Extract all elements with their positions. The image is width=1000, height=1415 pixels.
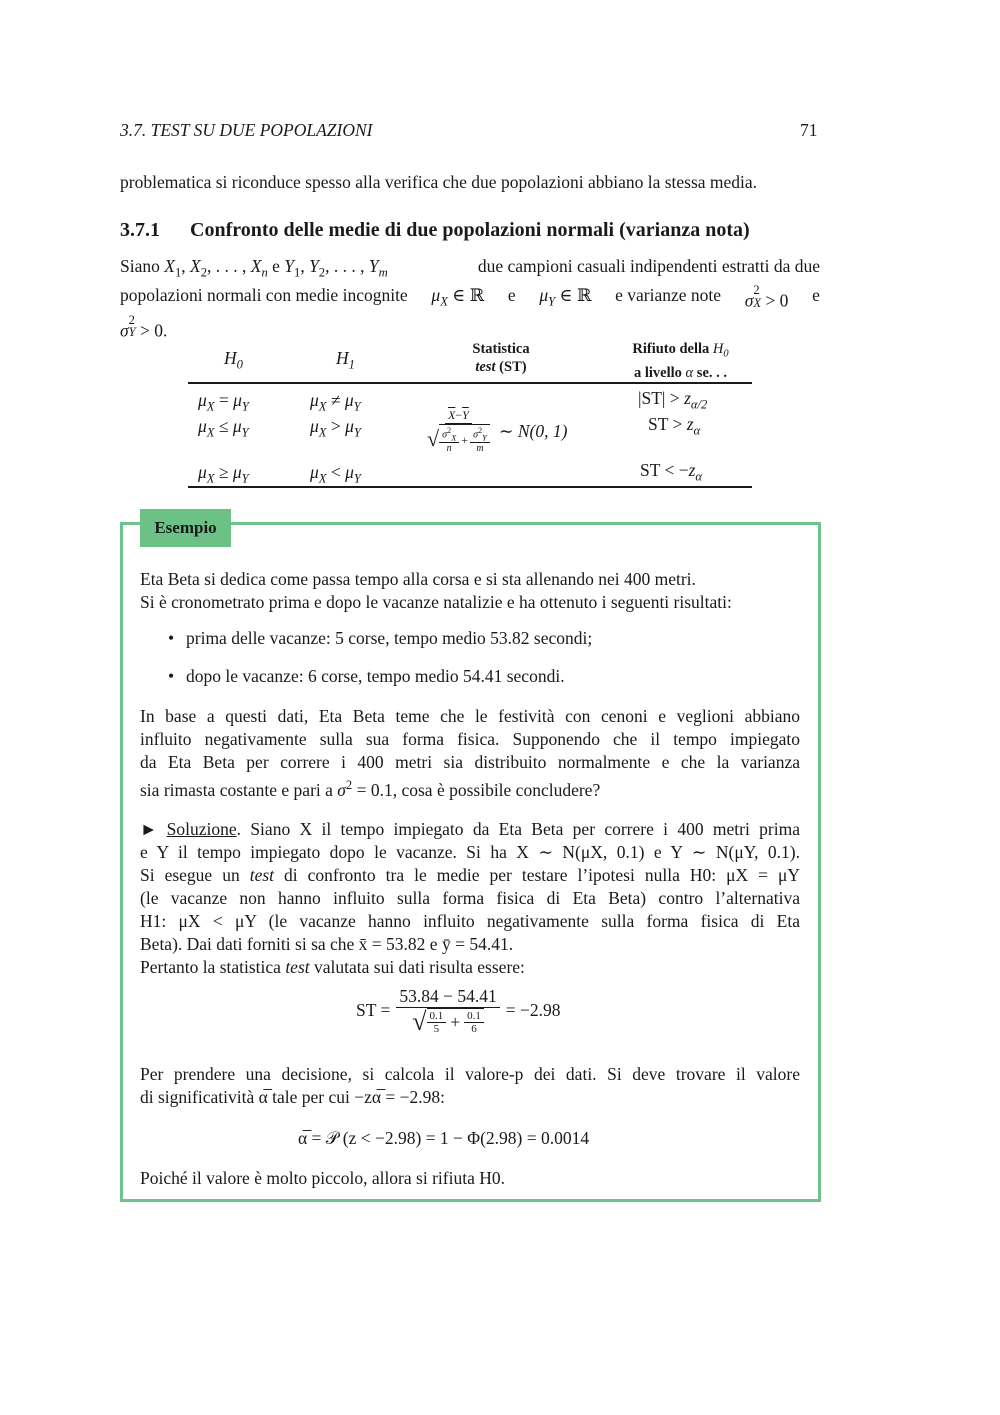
- table-header-h0: $H_0$: [224, 348, 243, 372]
- example-paragraph-2: In base a questi dati, Eta Beta teme che le festività con cenoni e veglioni abbiano influito negativamente sulla sua forma fisica. Supponendo che il tempo impiegato da Eta Beta per correre i 400 metri sia distribuito normalmente e che la varianza sia rimasta costante e pari a $\sigma^2 = 0.1$, cosa è possibile concludere?: [140, 706, 800, 800]
- table-header-h1: $H_1$: [336, 348, 355, 372]
- subsection-number: 3.7.1: [120, 219, 160, 241]
- table-header-statistic: Statistica test (ST): [472, 341, 530, 375]
- equation-st: ST = 53.84 − 54.41 √ $\frac{0.1}{5}$ + $\frac{0.1}{6}$ = −2.98: [356, 986, 561, 1036]
- decision-paragraph: Per prendere una decisione, si calcola il valore-p dei dati. Si deve trovare il valore di significatività α̅ tale per cui −zα̅ = −2.98:: [140, 1064, 800, 1107]
- example-tag: Esempio: [140, 509, 231, 547]
- setup-paragraph: Siano $X_1$, $X_2$, . . . , $X_n$ e $Y_1$, $Y_2$, . . . , $Y_m$ due campioni casuali indipendenti estratti da due popolazioni normali con medie incognite $\mu_X$ ∈ ℝ e $\mu_Y$ ∈ ℝ e varianze note σ 2 X > 0 e σ 2 Y > 0.: [120, 256, 820, 341]
- row1-h0: $\mu_X = \mu_Y$: [198, 390, 249, 414]
- solution-marker: ►: [140, 819, 158, 839]
- row3-h1: $\mu_X < \mu_Y$: [310, 462, 361, 486]
- table-bottom-rule: [188, 486, 752, 488]
- equation-pvalue: α̅ = 𝒫 (z < −2.98) = 1 − Φ(2.98) = 0.0014: [298, 1128, 590, 1148]
- page-number: 71: [800, 120, 818, 140]
- row2-rejection: ST > $z_\alpha$: [648, 414, 701, 438]
- conclusion-text: Poiché il valore è molto piccolo, allora si rifiuta H0.: [140, 1168, 505, 1188]
- row3-h0: $\mu_X \ge \mu_Y$: [198, 462, 249, 486]
- example-paragraph-1: Eta Beta si dedica come passa tempo alla corsa e si sta allenando nei 400 metri. Si è cronometrato prima e dopo le vacanze natalizie e ha ottenuto i seguenti risultati:: [140, 569, 732, 612]
- hypothesis-table: [188, 340, 752, 490]
- table-top-rule: [188, 382, 752, 384]
- bullet-item-before: prima delle vacanze: 5 corse, tempo medio 53.82 secondi;: [186, 628, 593, 648]
- running-header-section: 3.7. TEST SU DUE POPOLAZIONI: [120, 120, 373, 140]
- row1-h1: $\mu_X \ne \mu_Y$: [310, 390, 361, 414]
- table-header-rejection: Rifiuto della $H_0$ a livello α se. . .: [632, 341, 729, 381]
- solution-paragraph: ► Soluzione. Siano X il tempo impiegato da Eta Beta per correre i 400 metri prima e Y il tempo impiegato dopo le vacanze. Si ha X ∼ N(μX, 0.1) e Y ∼ N(μY, 0.1). Si esegue un test di confronto tra le medie per testare l’ipotesi nulla H0: μX = μY (le vacanze non hanno influito sulla forma fisica di Eta Beta) contro l’alternativa H1: μX < μY (le vacanze hanno influito negativamente sulla forma fisica di Eta Beta). Dai dati forniti si sa che x̄ = 53.82 e ȳ = 54.41. Pertanto la statistica test valutata sui dati risulta essere:: [140, 819, 800, 977]
- bullet-dot: •: [168, 628, 175, 648]
- row2-h1: $\mu_X > \mu_Y$: [310, 416, 361, 440]
- test-statistic-formula: $\overline{X}-\overline{Y}$ √ $\frac{\sigma^2_X}{n}$ + $\frac{\sigma^2_Y}{m}$ ∼ N(0, 1): [427, 408, 568, 455]
- row2-h0: $\mu_X \le \mu_Y$: [198, 416, 249, 440]
- row3-rejection: ST < $-z_\alpha$: [640, 460, 703, 484]
- bullet-item-after: dopo le vacanze: 6 corse, tempo medio 54.41 secondi.: [186, 666, 565, 686]
- row1-rejection: $|ST| > z_{\alpha/2}$: [638, 388, 708, 412]
- bullet-dot: •: [168, 666, 175, 686]
- intro-text: problematica si riconduce spesso alla verifica che due popolazioni abbiano la stessa media.: [120, 172, 758, 192]
- subsection-title: Confronto delle medie di due popolazioni normali (varianza nota): [190, 219, 750, 241]
- solution-label: Soluzione: [166, 819, 237, 839]
